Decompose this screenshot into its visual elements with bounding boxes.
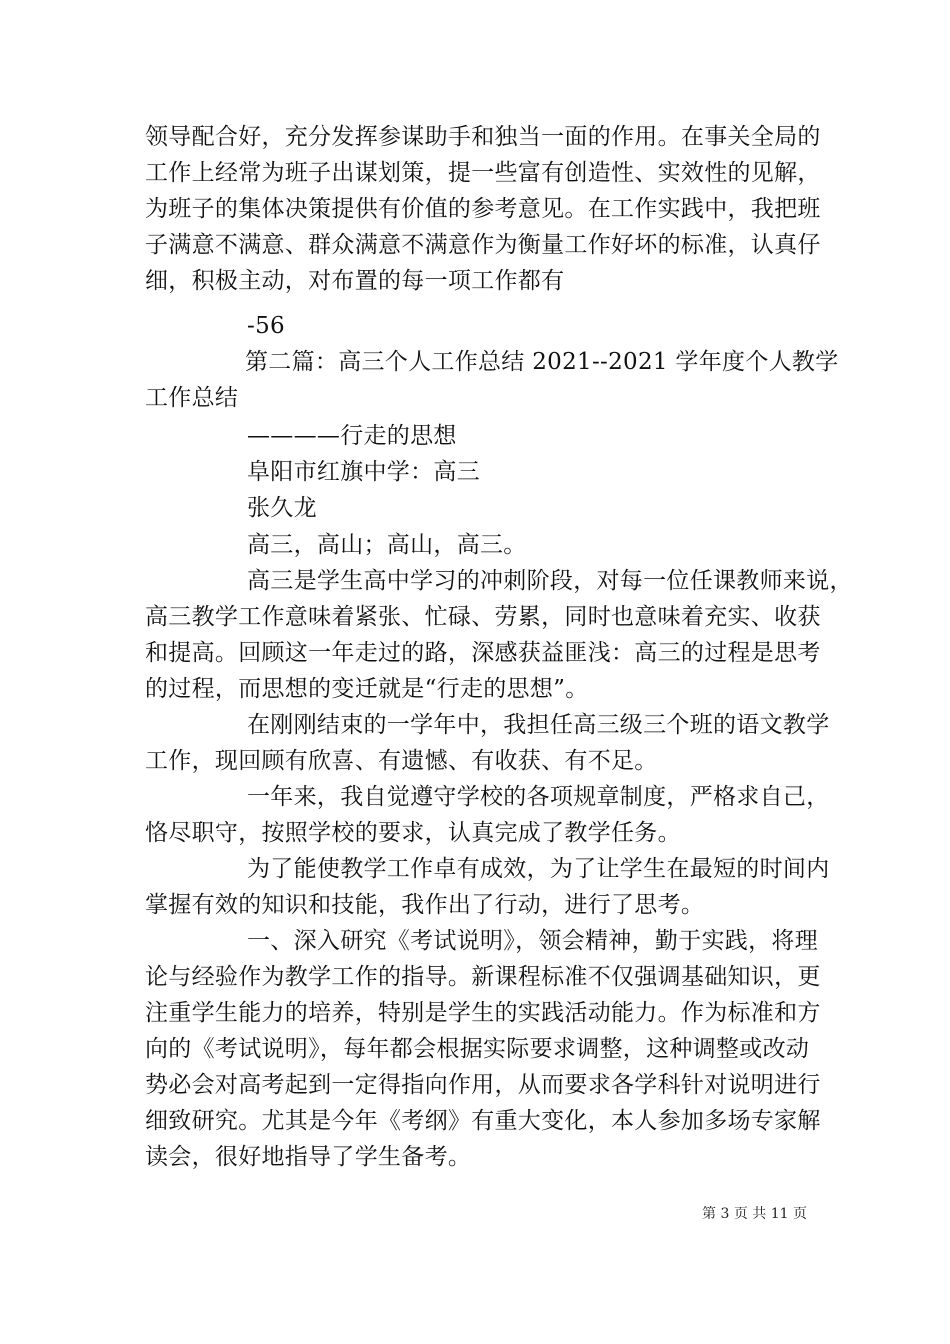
section-title-continued: 工作总结: [145, 385, 239, 411]
text-line: 注重学生能力的培养，特别是学生的实践活动能力。作为标准和方: [145, 1000, 821, 1026]
text-line: 在刚刚结束的一学年中，我担任高三级三个班的语文教学: [247, 712, 830, 738]
text-line: 读会，很好地指导了学生备考。: [145, 1144, 472, 1170]
text-line: 论与经验作为教学工作的指导。新课程标准不仅强调基础知识，更: [145, 964, 821, 990]
opening-line: 高三，高山；高山，高三。: [247, 532, 527, 558]
text-line: 领导配合好，充分发挥参谋助手和独当一面的作用。在事关全局的: [145, 124, 821, 150]
text-line: 势必会对高考起到一定得指向作用，从而要求各学科针对说明进行: [145, 1072, 821, 1098]
text-line: 的过程，而思想的变迁就是“行走的思想”。: [145, 676, 589, 702]
text-line: 细致研究。尤其是今年《考纲》有重大变化，本人参加多场专家解: [145, 1108, 821, 1134]
text-line: 子满意不满意、群众满意不满意作为衡量工作好坏的标准，认真仔: [145, 232, 821, 258]
text-line: 高三教学工作意味着紧张、忙碌、劳累，同时也意味着充实、收获: [145, 604, 821, 630]
text-line: 一年来，我自觉遵守学校的各项规章制度，严格求自己，: [247, 784, 830, 810]
text-line: 为班子的集体决策提供有价值的参考意见。在工作实践中，我把班: [145, 196, 821, 222]
subtitle: ————行走的思想: [247, 423, 457, 449]
page-marker: -56: [247, 313, 285, 339]
author-name: 张久龙: [247, 495, 317, 521]
text-line: 恪尽职守，按照学校的要求，认真完成了教学任务。: [145, 820, 681, 846]
page-number-footer: 第 3 页 共 11 页: [702, 1206, 807, 1222]
text-line: 向的《考试说明》，每年都会根据实际要求调整，这种调整或改动: [145, 1036, 810, 1062]
text-line: 掌握有效的知识和技能，我作出了行动，进行了思考。: [145, 892, 705, 918]
text-line: 细，积极主动，对布置的每一项工作都有: [145, 268, 565, 294]
text-line: 和提高。回顾这一年走过的路，深感获益匪浅：高三的过程是思考: [145, 640, 821, 666]
text-line: 为了能使教学工作卓有成效，为了让学生在最短的时间内: [247, 856, 830, 882]
author-school: 阜阳市红旗中学：高三: [247, 459, 480, 485]
text-line: 工作上经常为班子出谋划策，提一些富有创造性、实效性的见解，: [145, 160, 821, 186]
section-title: 第二篇：高三个人工作总结 2021--2021 学年度个人教学: [245, 349, 839, 375]
text-line: 一、深入研究《考试说明》，领会精神，勤于实践，将理: [247, 928, 818, 954]
text-line: 高三是学生高中学习的冲刺阶段，对每一位任课教师来说，: [247, 568, 853, 594]
text-line: 工作，现回顾有欣喜、有遗憾、有收获、有不足。: [145, 748, 658, 774]
